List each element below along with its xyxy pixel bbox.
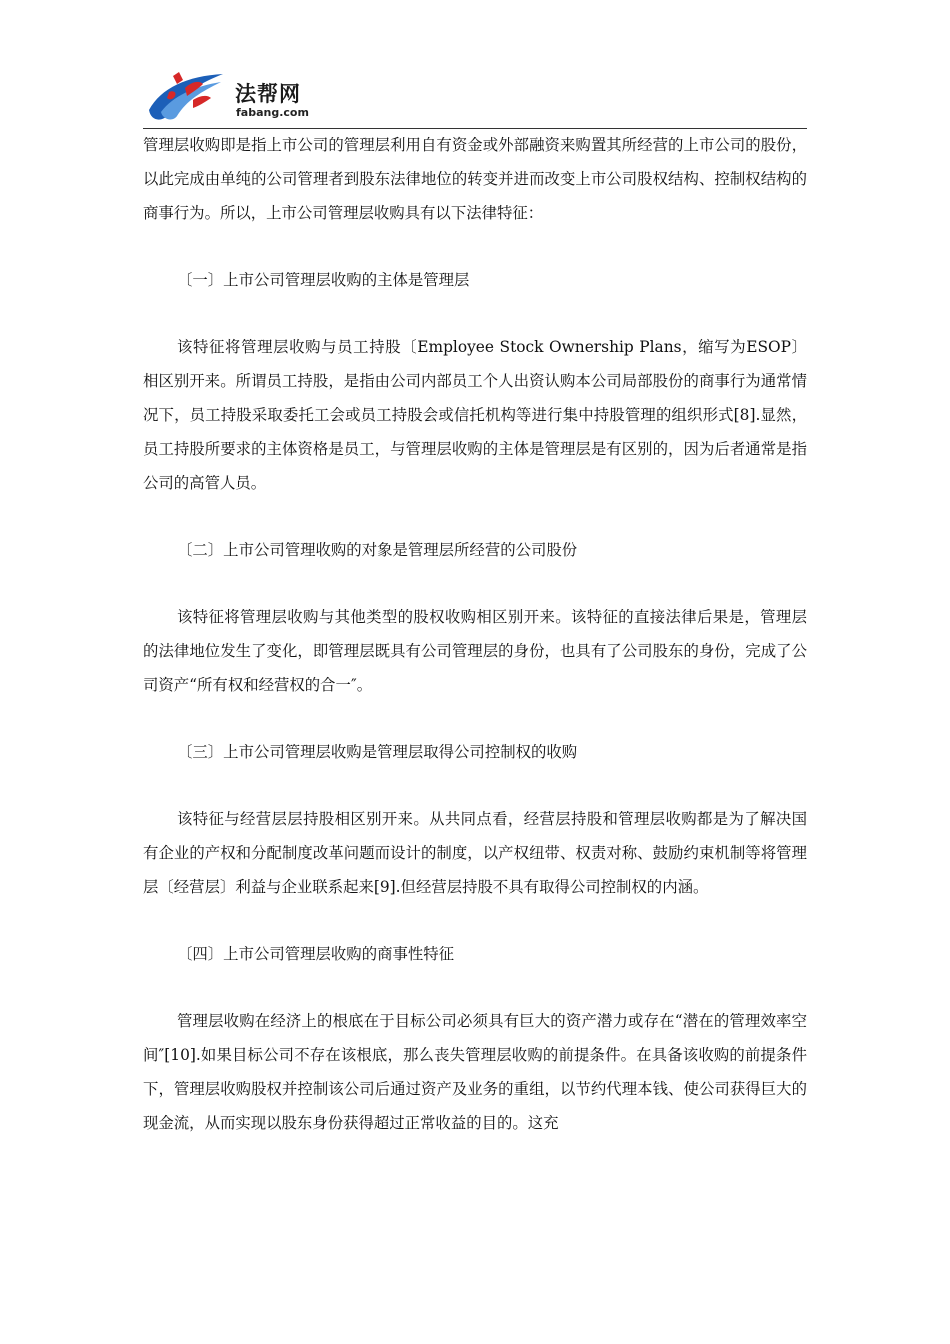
fabang-logo-icon <box>143 66 229 126</box>
paragraph-gap <box>143 971 807 1004</box>
section-heading: 〔二〕上市公司管理收购的对象是管理层所经营的公司股份 <box>177 541 578 559</box>
paragraph-gap <box>143 769 807 802</box>
paragraph-gap <box>143 904 807 937</box>
paragraph-gap <box>143 297 807 330</box>
section-heading: 〔三〕上市公司管理层收购是管理层取得公司控制权的收购 <box>177 743 578 761</box>
paragraph-gap <box>143 230 807 263</box>
paragraph-gap <box>143 702 807 735</box>
body-paragraph: 管理层收购即是指上市公司的管理层利用自有资金或外部融资来购置其所经营的上市公司的股份，以此完成由单纯的公司管理者到股东法律地位的转变并进而改变上市公司股权结构、控制权结构的商事行为。所以，上市公司管理层收购具有以下法律特征： <box>143 136 807 222</box>
page-header <box>143 66 807 128</box>
body-paragraph: 该特征与经营层层持股相区别开来。从共同点看，经营层持股和管理层收购都是为了解决国有企业的产权和分配制度改革问题而设计的制度，以产权纽带、权责对称、鼓励约束机制等将管理层〔经营层〕利益与企业联系起来[9].但经营层持股不具有取得公司控制权的内涵。 <box>143 810 807 896</box>
paragraph-gap <box>143 500 807 533</box>
logo-domain: fabang.com <box>236 106 309 119</box>
section-heading: 〔四〕上市公司管理层收购的商事性特征 <box>177 945 455 963</box>
body-paragraph: 该特征将管理层收购与员工持股〔Employee Stock Ownership Plans，缩写为ESOP〕相区别开来。所谓员工持股，是指由公司内部员工个人出资认购本公司局部股份的商事行为通常情况下，员工持股采取委托工会或员工持股会或信托机构等进行集中持股管理的组织形式[8].显然，员工持股所要求的主体资格是员工，与管理层收购的主体是管理层是有区别的，因为后者通常是指公司的高管人员。 <box>143 338 807 492</box>
paragraph-gap <box>143 567 807 600</box>
section-heading: 〔一〕上市公司管理层收购的主体是管理层 <box>177 271 470 289</box>
logo-text: 法帮网 <box>235 82 301 106</box>
body-paragraph: 该特征将管理层收购与其他类型的股权收购相区别开来。该特征的直接法律后果是，管理层的法律地位发生了变化，即管理层既具有公司管理层的身份，也具有了公司股东的身份，完成了公司资产“所有权和经营权的合一″。 <box>143 608 807 694</box>
document-body <box>143 128 807 1140</box>
body-paragraph: 管理层收购在经济上的根底在于目标公司必须具有巨大的资产潜力或存在“潜在的管理效率空间″[10].如果目标公司不存在该根底，那么丧失管理层收购的前提条件。在具备该收购的前提条件下，管理层收购股权并控制该公司后通过资产及业务的重组，以节约代理本钱、使公司获得巨大的现金流，从而实现以股东身份获得超过正常收益的目的。这充 <box>143 1012 807 1132</box>
